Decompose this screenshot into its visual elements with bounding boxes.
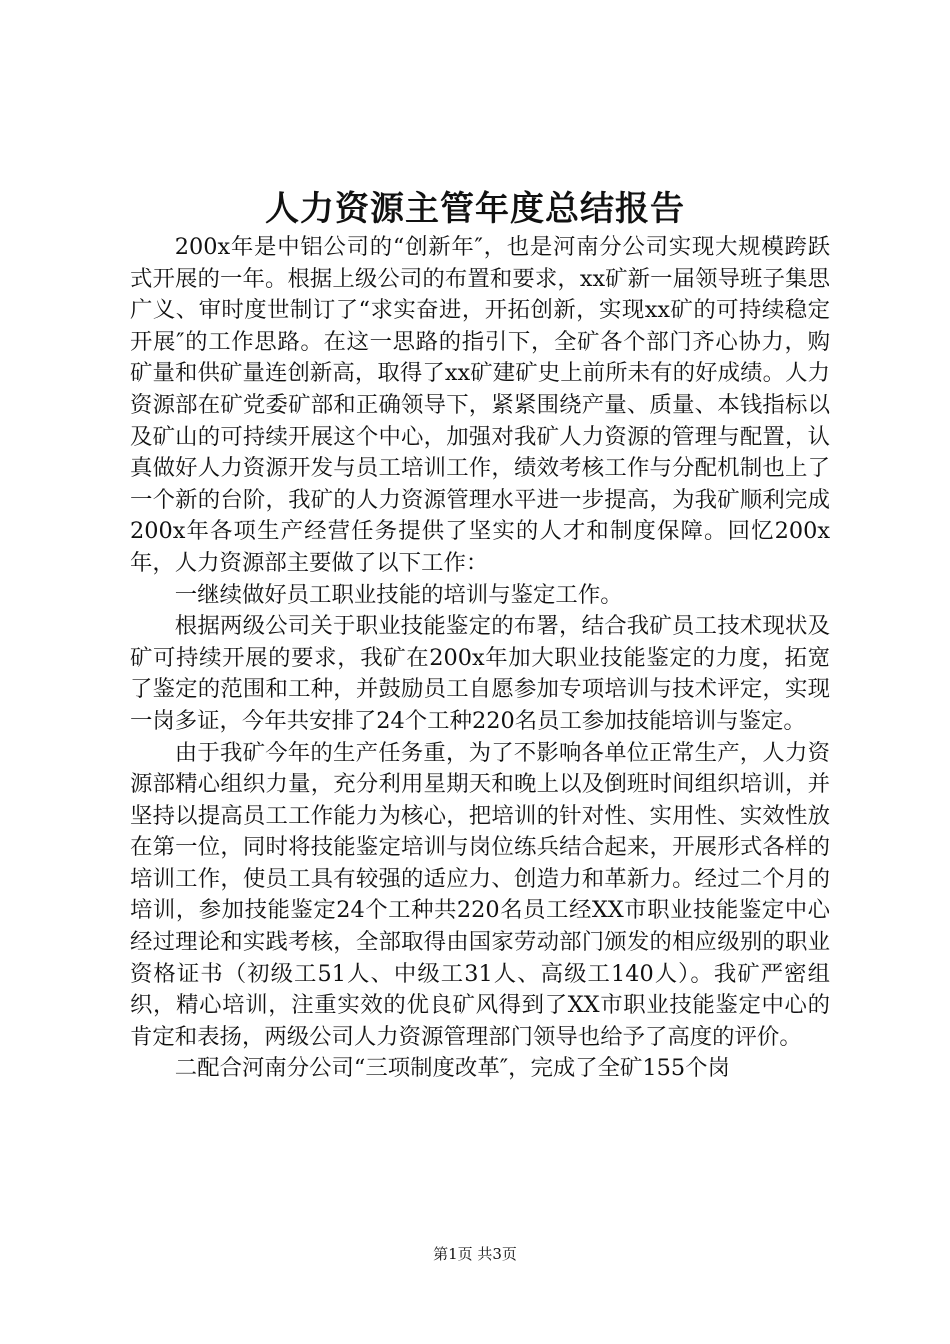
paragraph-heading-2: 二配合河南分公司“三项制度改革″，完成了全矿155个岗 [174,1055,730,1082]
document-title: 人力资源主管年度总结报告 [265,189,685,229]
paragraph-intro: 200x年是中铝公司的“创新年″，也是河南分公司实现大规模跨跃式开展的一年。根据上级公司的布置和要求，xx矿新一届领导班子集思广义、审时度世制订了“求实奋进，开拓创新，实现xx矿的可持续稳定开展″的工作思路。在这一思路的指引下，全矿各个部门齐心协力，购矿量和供矿量连创新高，取得了xx矿建矿史上前所未有的好成绩。人力资源部在矿党委矿部和正确领导下，紧紧围绕产量、质量、本钱指标以及矿山的可持续开展这个中心，加强对我矿人力资源的管理与配置，认真做好人力资源开发与员工培训工作，绩效考核工作与分配机制也上了一个新的台阶，我矿的人力资源管理水平进一步提高，为我矿顺利完成200x年各项生产经营任务提供了坚实的人才和制度保障。回忆200x年，人力资源部主要做了以下工作： [130,234,830,576]
paragraph-training-results: 由于我矿今年的生产任务重，为了不影响各单位正常生产，人力资源部精心组织力量，充分利用星期天和晚上以及倒班时间组织培训，并坚持以提高员工工作能力为核心，把培训的针对性、实用性、实效性放在第一位，同时将技能鉴定培训与岗位练兵结合起来，开展形式各样的培训工作，使员工具有较强的适应力、创造力和革新力。经过二个月的培训，参加技能鉴定24个工种共220名员工经XX市职业技能鉴定中心经过理论和实践考核，全部取得由国家劳动部门颁发的相应级别的职业资格证书（初级工51人、中级工31人、高级工140人）。我矿严密组织，精心培训，注重实效的优良矿风得到了XX市职业技能鉴定中心的肯定和表扬，两级公司人力资源管理部门领导也给予了高度的评价。 [130,739,830,1050]
paragraph-heading-1: 一继续做好员工职业技能的培训与鉴定工作。 [174,581,623,608]
page-number-footer: 第1页 共3页 [433,1245,517,1263]
paragraph-skills-arrangement: 根据两级公司关于职业技能鉴定的布署，结合我矿员工技术现状及矿可持续开展的要求，我矿在200x年加大职业技能鉴定的力度，拓宽了鉴定的范围和工种，并鼓励员工自愿参加专项培训与技术评定，实现一岗多证，今年共安排了24个工种220名员工参加技能培训与鉴定。 [130,613,830,734]
document-body [130,232,830,1085]
